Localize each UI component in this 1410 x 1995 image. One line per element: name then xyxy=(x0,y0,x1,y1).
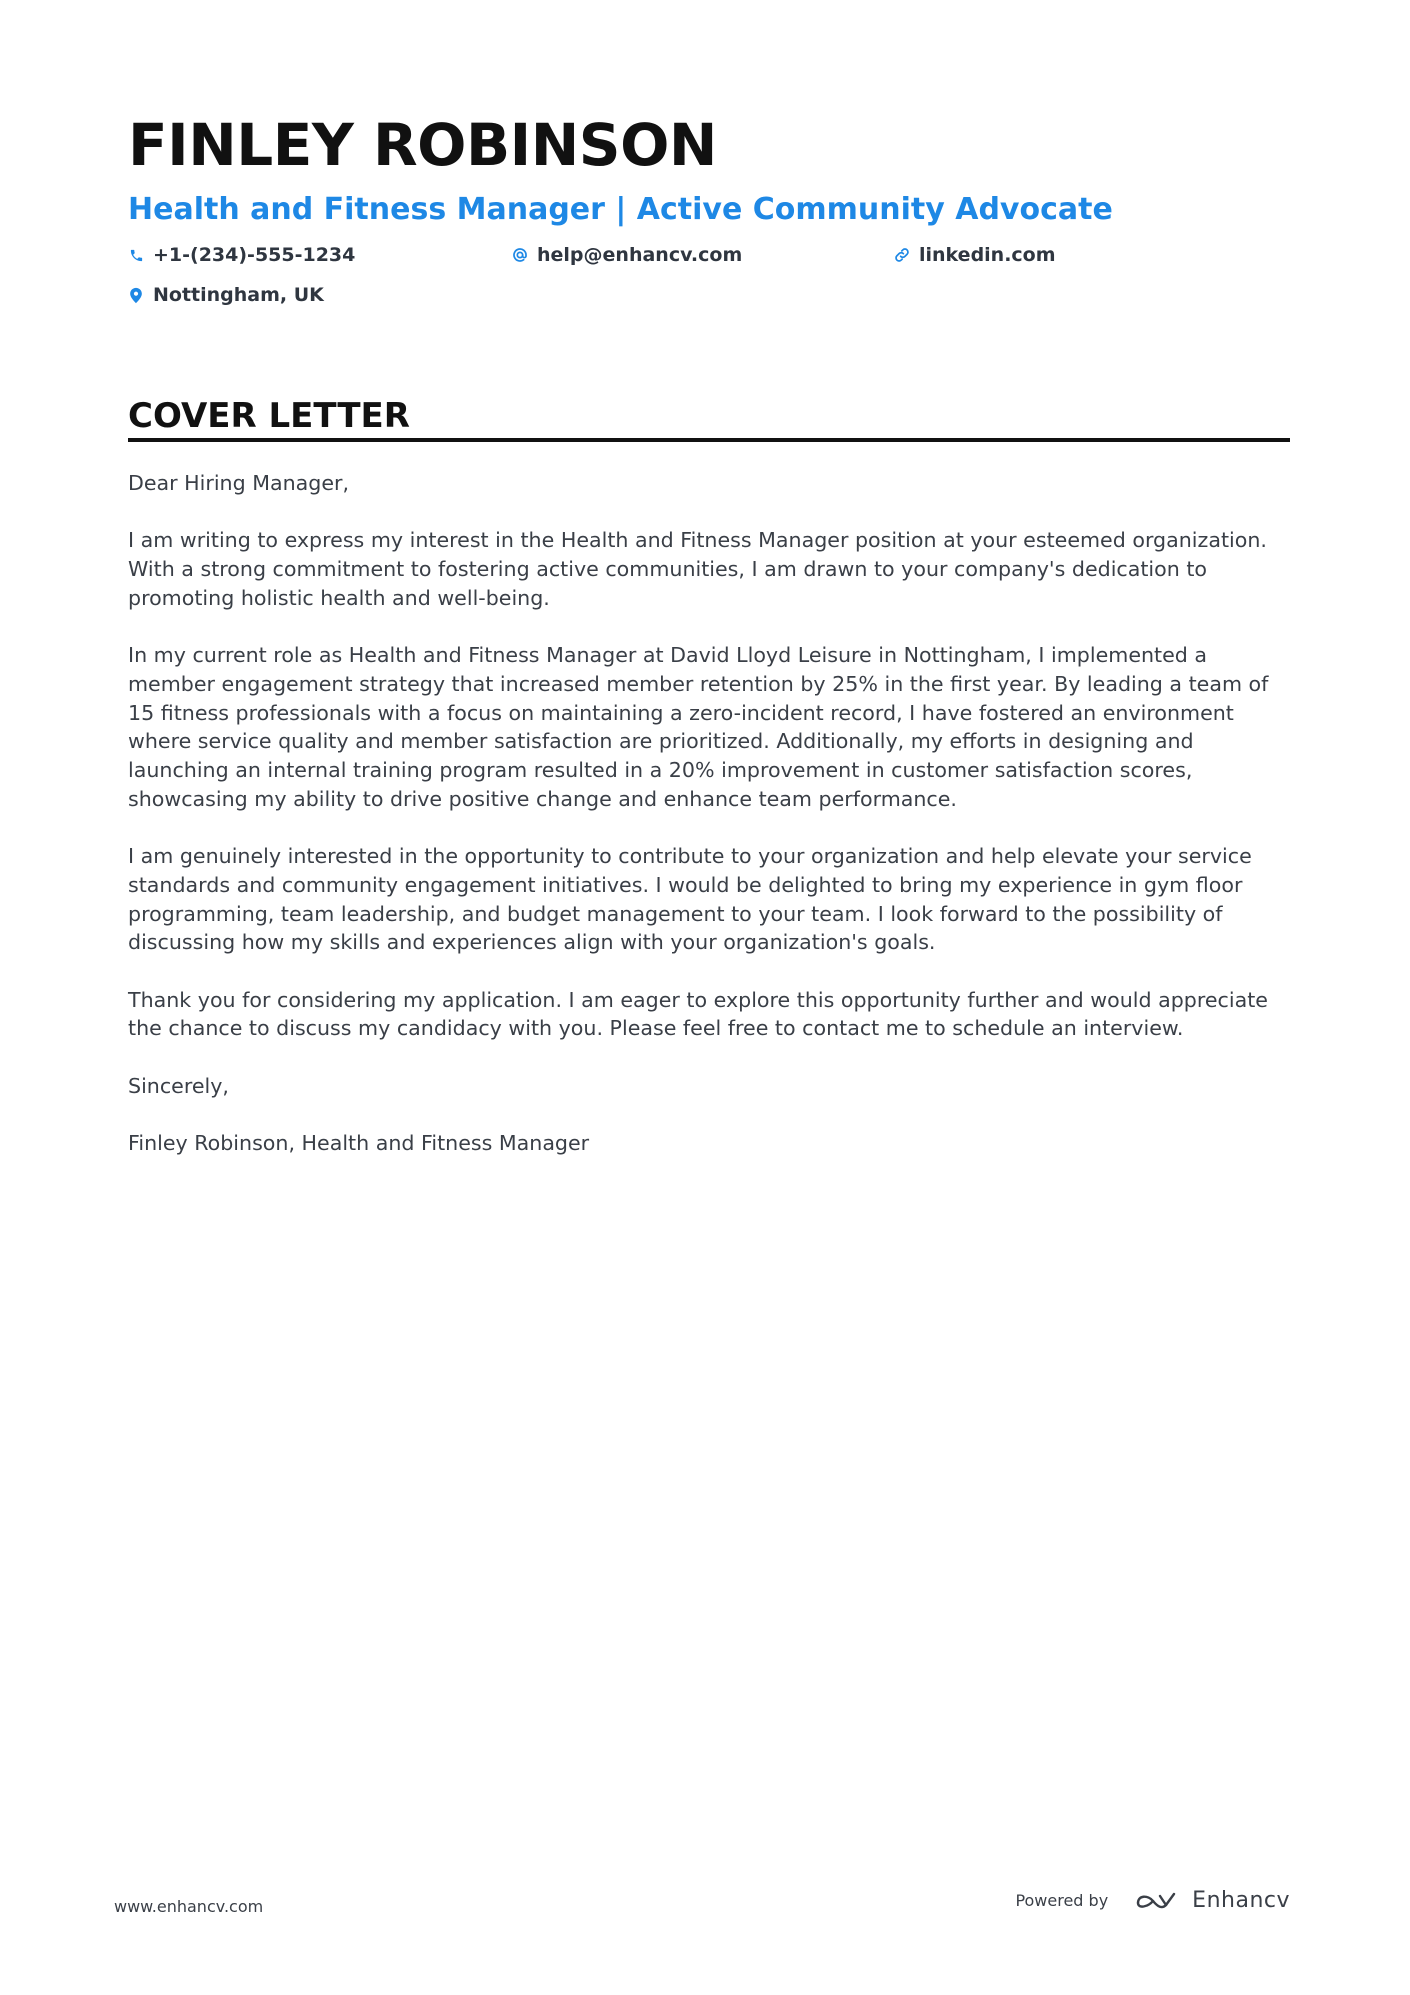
phone-icon xyxy=(128,247,144,263)
section-divider xyxy=(128,438,1290,442)
contact-location-text: Nottingham, UK xyxy=(153,284,324,306)
letter-paragraph: Thank you for considering my application. I am eager to explore this opportunity further and would appreciate the chance to discuss my candidacy with you. Please feel free to contact me to schedule an interview. xyxy=(128,987,1268,1041)
contact-email-text[interactable]: help@enhancv.com xyxy=(537,244,743,266)
letter-body xyxy=(128,469,1290,1186)
link-icon xyxy=(894,247,910,263)
letter-paragraph: I am genuinely interested in the opportunity to contribute to your organization and help elevate your service standards and community engagement initiatives. I would be delighted to bring my experience in gym floor programming, team leadership, and budget management to your team. I look forward to the possibility of discussing how my skills and experiences align with your organization's goals. xyxy=(128,844,1252,955)
contact-linkedin[interactable] xyxy=(894,242,1056,268)
footer-website[interactable]: www.enhancv.com xyxy=(114,1897,264,1916)
letter-signature: Finley Robinson, Health and Fitness Manager xyxy=(128,1131,590,1156)
letter-greeting: Dear Hiring Manager, xyxy=(128,471,350,495)
contact-email[interactable] xyxy=(512,242,742,268)
letter-paragraph: I am writing to express my interest in the Health and Fitness Manager position at your esteemed organization. With a strong commitment to fostering active communities, I am drawn to your company's dedication to promoting holistic health and well-being. xyxy=(128,528,1267,610)
powered-by-label: Powered by xyxy=(1015,1891,1109,1910)
candidate-headline: Health and Fitness Manager | Active Community Advocate xyxy=(128,192,1113,227)
enhancv-logo-icon xyxy=(1134,1889,1180,1913)
location-pin-icon xyxy=(128,287,144,303)
letter-paragraph: In my current role as Health and Fitness Manager at David Lloyd Leisure in Nottingham, I implemented a member engagement strategy that increased member retention by 25% in the first year. By leading a team of 15 fitness professionals with a focus on maintaining a zero-incident record, I have fostered an environment where service quality and member satisfaction are prioritized. Additionally, my efforts in designing and launching an internal training program resulted in a 20% improvement in customer satisfaction scores, showcasing my ability to drive positive change and enhance team performance. xyxy=(128,643,1269,811)
candidate-name: FINLEY ROBINSON xyxy=(128,111,717,179)
contact-location xyxy=(128,282,324,308)
section-title: COVER LETTER xyxy=(128,396,410,436)
contact-phone xyxy=(128,242,355,268)
contact-phone-text: +1-(234)-555-1234 xyxy=(153,244,356,266)
footer-powered-by xyxy=(1015,1888,1290,1913)
at-icon xyxy=(512,247,528,263)
contact-linkedin-text[interactable]: linkedin.com xyxy=(919,244,1056,266)
letter-closing: Sincerely, xyxy=(128,1073,229,1098)
brand-name: Enhancv xyxy=(1192,1888,1290,1913)
